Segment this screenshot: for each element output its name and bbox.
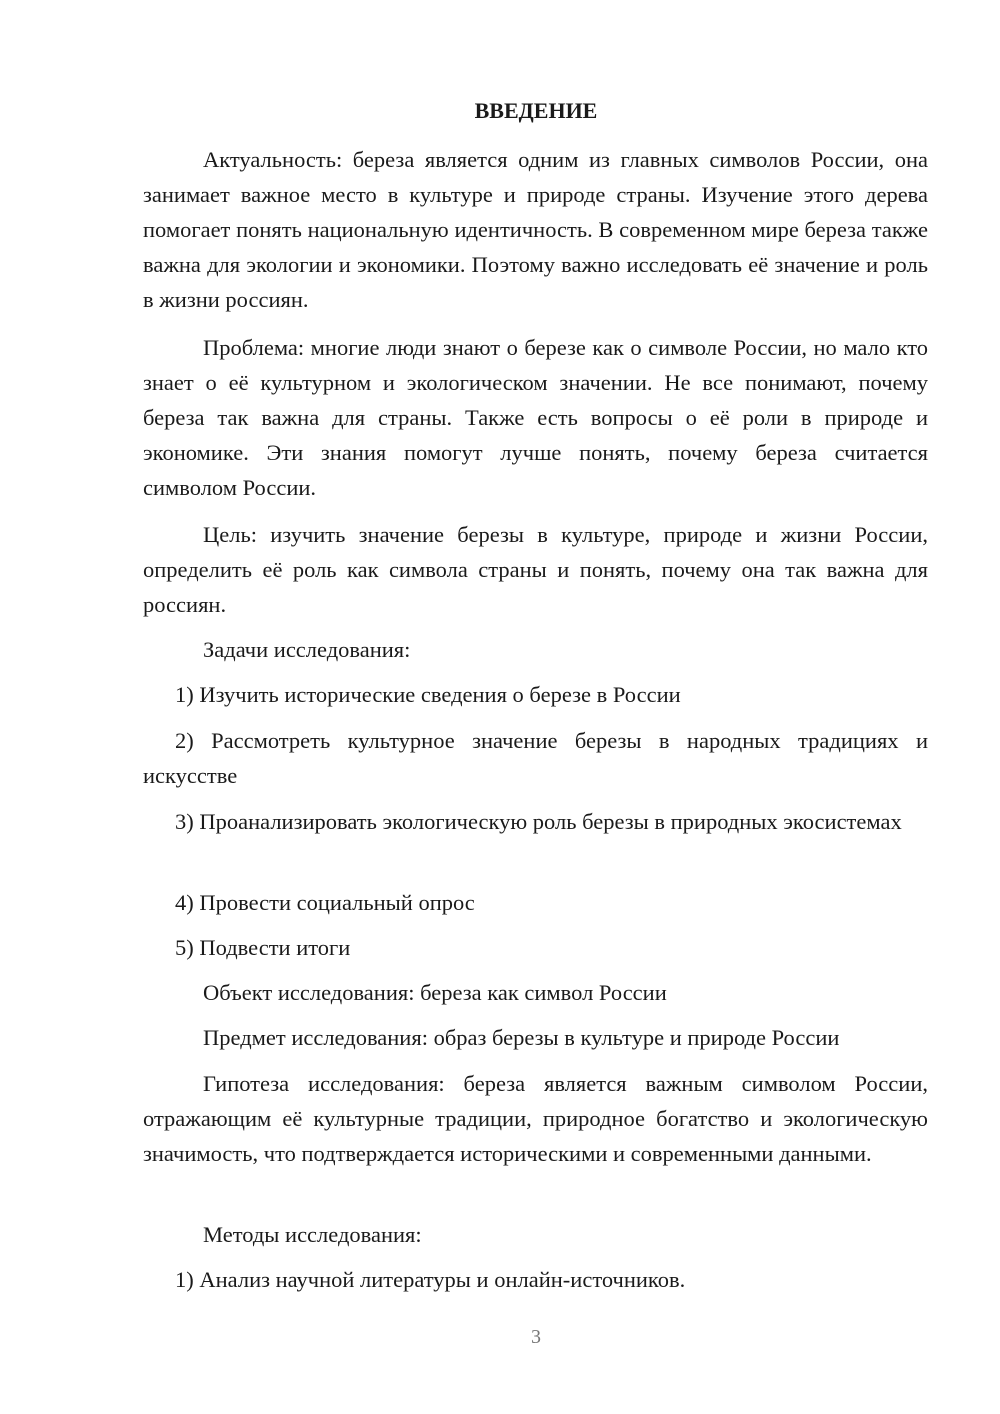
object-paragraph: Объект исследования: береза как символ России	[203, 980, 667, 1005]
problem-paragraph: Проблема: многие люди знают о березе как о символе России, но мало кто знает о её культурном и экологическом значении. Не все понимают, почему береза так важна для страны. Также есть вопросы о её роли в природе и экономике. Эти знания помогут лучше понять, почему береза считается символом России.	[143, 335, 928, 500]
tasks-heading: Задачи исследования:	[203, 637, 411, 662]
methods-heading: Методы исследования:	[203, 1222, 422, 1247]
subject-paragraph: Предмет исследования: образ березы в культуре и природе России	[203, 1025, 840, 1050]
task-item-5: 5) Подвести итоги	[175, 935, 351, 960]
task-item-4: 4) Провести социальный опрос	[175, 890, 475, 915]
page-title: ВВЕДЕНИЕ	[474, 98, 598, 123]
relevance-paragraph: Актуальность: береза является одним из главных символов России, она занимает важное место в культуре и природе страны. Изучение этого дерева помогает понять национальную идентичность. В современном мире береза также важна для экологии и экономики. Поэтому важно исследовать её значение и роль в жизни россиян.	[143, 147, 928, 312]
hypothesis-paragraph: Гипотеза исследования: береза является важным символом России, отражающим её культурные традиции, природное богатство и экологическую значимость, что подтверждается историческими и современными данными.	[143, 1071, 928, 1166]
task-item-1: 1) Изучить исторические сведения о березе в России	[175, 682, 681, 707]
method-item-1: 1) Анализ научной литературы и онлайн-источников.	[175, 1267, 686, 1292]
task-item-2: 2) Рассмотреть культурное значение березы в народных традициях и искусстве	[143, 728, 928, 788]
page-number: 3	[531, 1326, 541, 1348]
task-item-3: 3) Проанализировать экологическую роль березы в природных экосистемах	[175, 809, 902, 834]
goal-paragraph: Цель: изучить значение березы в культуре, природе и жизни России, определить её роль как символа страны и понять, почему она так важна для россиян.	[143, 522, 928, 617]
